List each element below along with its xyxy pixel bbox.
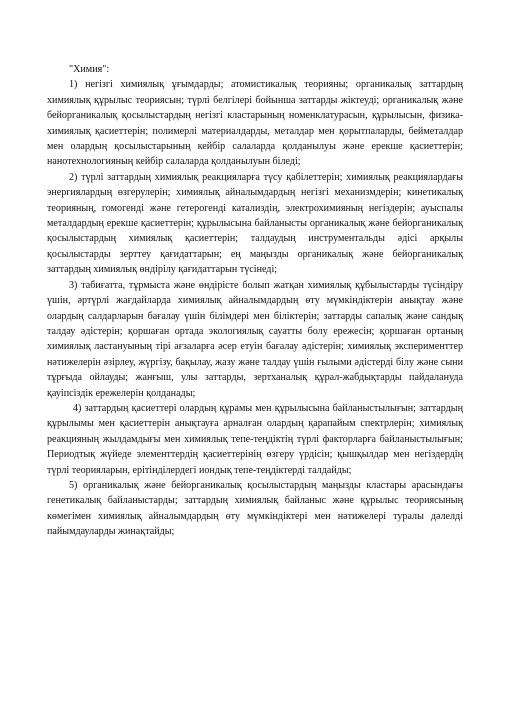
paragraph-3: 3) табиғатта, тұрмыста және өндірісте болып жатқан химиялық құбылыстарды түсіндіру үшін, әртүрлі жағдайларда химиялық айналымдардың өту мүмкіндіктерін анықтау және олардың салдарларын бағалау үшін білімдері мен біліктерін; заттарды сапалық және сандық талдау әдістерін; қоршаған ортада экологиялық сауатты болу ережесін; қоршаған ортаның химиялық ластануының тірі ағзаларға әсер етуін бағалау әдістерін; химиялық эксперименттер нәтижелерін әзірлеу, жүргізу, бақылау, жазу және талдау үшін ғылыми әдістерді білу және сыни тұрғыда ойлауды; жанғыш, улы заттарды, зертханалық құрал-жабдықтарды пайдалануда қауіпсіздік ережелерін қолданады; xyxy=(47,279,463,399)
paragraph-5: 5) органикалық және бейорганикалық қосылыстардың маңызды кластары арасындағы генетикалық байланыстарды; заттардың химиялық байланыс және құрылыс теориясының көмегімен химиялық айналымдардың өту мүмкіндіктері мен нәтижелері туралы дәлелді пайымдауларды жинақтайды; xyxy=(47,479,463,538)
paragraph-4: 4) заттардың қасиеттері олардың құрамы мен құрылысына байланыстылығын; заттардың құрылымы мен қасиеттерін анықтауға арналған олардың қарапайым спектрлерін; химиялық реакцияның жылдамдығы мен химиялық тепе-теңдіктің түрлі факторларға байланыстылығын; Периодтық жүйеде элементтердің қасиеттерінің өзгеру үрдісін; қышқылдар мен негіздердің түрлі теорияларын, ерітінділердегі иондық тепе-теңдіктерді талдайды; xyxy=(47,402,463,476)
paragraph-1: 1) негізгі химиялық ұғымдарды; атомистикалық теорияны; органикалық заттардың химиялық құрылыс теориясын; түрлі белгілері бойынша заттарды жіктеуді; органикалық және бейорганикалық қосылыстардың негізгі кластарының номенклатурасын, құрылысын, физика-химиялық қасиеттерін; полимерлі материалдарды, металдар мен қорытпаларды, бейметалдар мен олардың қосылыстарының кейбір салаларда қолданылуы және ерекше қасиеттерін; нанотехнологияның кейбір салаларда қолданылуын біледі; xyxy=(47,79,463,168)
section-heading: "Химия": xyxy=(69,64,110,75)
document-body xyxy=(47,62,463,540)
paragraph-2: 2) түрлі заттардың химиялық реакцияларға түсу қабілеттерін; химиялық реакциялардағы энергиялардың өзгерулерін; химиялық айналымдардың негізгі механизмдерін; кинетикалық теорияның, гомогенді және гетерогенді катализдің, электрохимияның негіздерін; ауыспалы металдардың ерекше қасиеттерін; құрылысына байланысты органикалық және бейорганикалық қосылыстардың химиялық қасиеттерін; талдаудың инструментальды әдісі арқылы қосылыстарды зерттеу қағидаттарын; ең маңызды органикалық және бейорганикалық заттардың химиялық өндірілу қағидаттарын түсінеді; xyxy=(47,171,463,276)
